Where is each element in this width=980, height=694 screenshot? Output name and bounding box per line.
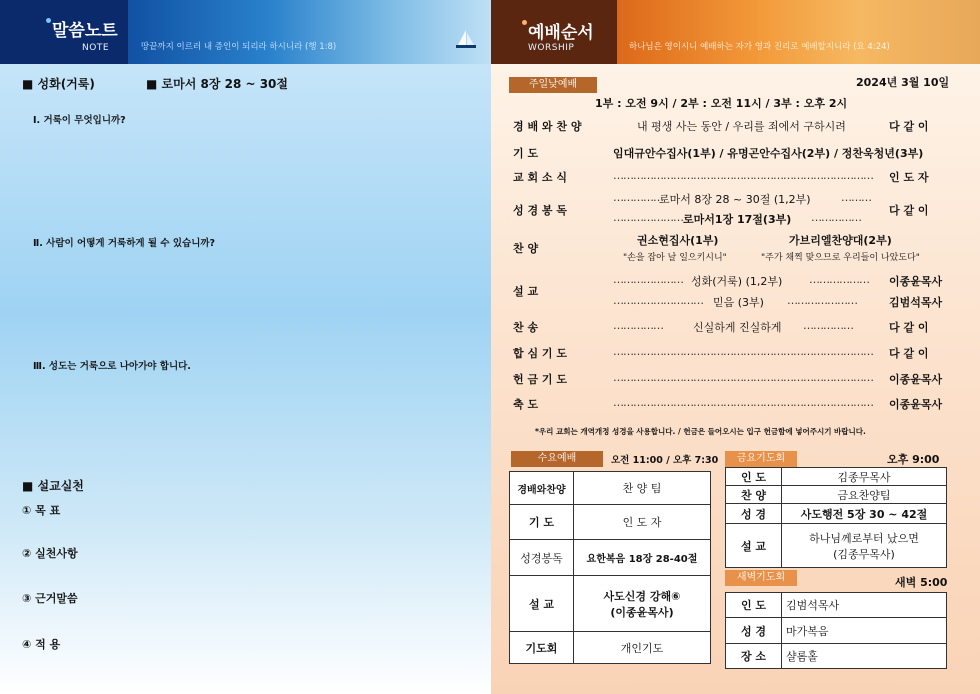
practice-verse: ③ 근거말씀 (22, 592, 78, 605)
table-row (726, 504, 947, 524)
sunday-badge: 주일낮예배 (509, 77, 597, 93)
dotted-leader: …………………………………………………………………… (613, 396, 873, 409)
order-label-reading: 성 경 봉 독 (513, 204, 567, 217)
wed-val-prayer-meeting: 개인기도 (574, 632, 711, 664)
dawn-time: 새벽 5:00 (895, 576, 948, 589)
wednesday-badge: 수요예배 (511, 451, 603, 467)
order-who-sermon-2: 김범석목사 (889, 296, 943, 309)
dawn-key-leader: 인 도 (726, 593, 782, 618)
dotted-leader: …………………………………………………………………… (613, 345, 873, 358)
fri-key-reading: 성 경 (726, 504, 782, 524)
dawn-badge: 새벽기도회 (725, 570, 797, 586)
question-3: Ⅲ. 성도는 거룩으로 나아가야 합니다. (33, 361, 191, 372)
notice-text: *우리 교회는 개역개정 성경을 사용합니다. / 헌금은 들어오시는 입구 헌금함에 넣어주시기 바랍니다. (535, 427, 866, 436)
fri-key-praise: 찬 양 (726, 486, 782, 504)
dotted-leader: ………………… (613, 211, 683, 224)
worship-logo-title: 예배순서 (528, 23, 594, 43)
friday-badge: 금요기도회 (725, 451, 797, 467)
table-row (726, 524, 947, 568)
note-logo (0, 0, 128, 64)
fri-sermon-preacher: (김종무목사) (833, 547, 895, 561)
order-who-benediction: 이종윤목사 (889, 398, 943, 411)
practice-goal: ① 목 표 (22, 504, 61, 517)
practice-title: ■ 설교실천 (22, 479, 84, 493)
fri-sermon-title: 하나님께로부터 났으면 (809, 531, 919, 545)
note-header (0, 0, 491, 64)
practice-action: ② 실천사항 (22, 547, 78, 560)
order-content-sermon-2: 믿음 (3부) (713, 296, 764, 309)
choir-song-1: "손을 잡아 날 일으키시니" (623, 253, 727, 263)
order-who-news: 인 도 자 (889, 171, 929, 184)
order-content-sermon: 성화(거룩) (1,2부) (691, 275, 783, 288)
sermon-passage: ■ 로마서 8장 28 ~ 30절 (146, 77, 288, 91)
wed-sermon-preacher: (이종윤목사) (610, 605, 674, 619)
dotted-leader: ………………… (613, 273, 683, 286)
order-who-sermon: 이종윤목사 (889, 275, 943, 288)
order-label-praise: 경 배 와 찬 양 (513, 120, 582, 133)
dotted-leader: …………… (613, 191, 663, 204)
note-header-verse: 땅끝까지 이르러 내 증인이 되리라 하시니라 (행 1:8) (141, 42, 337, 52)
wed-val-praise: 찬 양 팀 (574, 472, 711, 505)
worship-header (491, 0, 980, 64)
dotted-leader: ……………… (809, 273, 869, 286)
fri-val-praise: 금요찬양팀 (782, 486, 947, 504)
friday-table (725, 467, 947, 568)
note-logo-sub: NOTE (82, 43, 110, 53)
wed-key-prayer-meeting: 기도회 (510, 632, 574, 664)
wed-val-prayer: 인 도 자 (574, 505, 711, 540)
order-content-reading: 로마서 8장 28 ~ 30절 (1,2부) (659, 193, 811, 206)
order-who-offering: 이종윤목사 (889, 373, 943, 386)
practice-apply: ④ 적 용 (22, 638, 61, 651)
wed-val-sermon (574, 576, 711, 632)
order-who-unison: 다 같 이 (889, 347, 929, 360)
wed-key-praise: 경배와찬양 (510, 472, 574, 505)
fri-key-leader: 인 도 (726, 468, 782, 486)
order-label-news: 교 회 소 식 (513, 171, 567, 184)
order-label-benediction: 축 도 (513, 398, 539, 411)
question-2: Ⅱ. 사람이 어떻게 거룩하게 될 수 있습니까? (33, 238, 216, 249)
table-row (510, 632, 711, 664)
order-content-prayer: 임대규안수집사(1부) / 유명곤안수집사(2부) / 정찬욱청년(3부) (613, 147, 924, 160)
order-label-offering: 헌 금 기 도 (513, 373, 567, 386)
dotted-leader: …………………………………………………………………… (613, 169, 873, 182)
fri-val-sermon (782, 524, 947, 568)
dawn-table (725, 592, 947, 669)
dawn-val-leader: 김범석목사 (782, 593, 947, 618)
note-logo-title: 말씀노트 (52, 21, 118, 41)
order-who-reading: 다 같 이 (889, 204, 929, 217)
service-date: 2024년 3월 10일 (856, 76, 950, 89)
logo-dot-icon (522, 20, 527, 25)
order-label-prayer: 기 도 (513, 147, 539, 160)
dawn-val-reading: 마가복음 (782, 618, 947, 644)
wed-key-reading: 성경봉독 (510, 540, 574, 576)
order-who-hymn: 다 같 이 (889, 321, 929, 334)
choir-song-2: "주가 채찍 맞으므로 우리들이 나았도다" (761, 253, 920, 263)
wednesday-table (509, 471, 711, 664)
dotted-leader: …………… (811, 211, 861, 224)
fri-val-leader: 김종무목사 (782, 468, 947, 486)
sailboat-icon (455, 30, 477, 50)
table-row (510, 540, 711, 576)
worship-logo-sub: WORSHIP (528, 43, 575, 53)
wed-val-reading: 요한복음 18장 28-40절 (574, 540, 711, 576)
table-row (510, 505, 711, 540)
friday-time: 오후 9:00 (887, 453, 940, 466)
dawn-val-place: 샬롬홀 (782, 644, 947, 669)
order-content-choir-2: 가브리엘찬양대(2부) (789, 234, 892, 247)
order-content-praise: 내 평생 사는 동안 / 우리를 죄에서 구하시려 (637, 120, 846, 133)
worship-logo (491, 0, 617, 64)
worship-header-verse: 하나님은 영이시니 예배하는 자가 영과 진리로 예배할지니라 (요 4:24) (629, 42, 890, 52)
table-row (726, 593, 947, 618)
table-row (510, 472, 711, 505)
wednesday-time: 오전 11:00 / 오후 7:30 (611, 455, 719, 466)
sermon-title: ■ 성화(거룩) (22, 77, 95, 91)
worship-order-panel (491, 0, 980, 694)
service-times: 1부 : 오전 9시 / 2부 : 오전 11시 / 3부 : 오후 2시 (595, 97, 848, 110)
dotted-leader: …………… (803, 319, 853, 332)
dotted-leader: ………………… (787, 294, 857, 307)
order-content-reading-2: 로마서1장 17절(3부) (683, 213, 792, 226)
order-label-hymn: 찬 송 (513, 321, 539, 334)
table-row (510, 576, 711, 632)
order-content-choir-1: 권소현집사(1부) (637, 234, 719, 247)
table-row (726, 486, 947, 504)
dawn-key-place: 장 소 (726, 644, 782, 669)
dotted-leader: ……………………… (613, 294, 703, 307)
order-label-choir: 찬 양 (513, 242, 539, 255)
dawn-key-reading: 성 경 (726, 618, 782, 644)
table-row (726, 644, 947, 669)
fri-key-sermon: 설 교 (726, 524, 782, 568)
logo-dot-icon (46, 18, 51, 23)
wed-key-sermon: 설 교 (510, 576, 574, 632)
question-1: Ⅰ. 거룩이 무엇입니까? (33, 115, 126, 126)
order-who-praise: 다 같 이 (889, 120, 929, 133)
table-row (726, 468, 947, 486)
fri-val-reading: 사도행전 5장 30 ~ 42절 (782, 504, 947, 524)
order-label-sermon: 설 교 (513, 285, 539, 298)
table-row (726, 618, 947, 644)
dotted-leader: …………… (613, 319, 663, 332)
dotted-leader: …………………………………………………………………… (613, 371, 873, 384)
wed-key-prayer: 기 도 (510, 505, 574, 540)
wed-sermon-title: 사도신경 강해⑥ (603, 589, 681, 603)
dotted-leader: ……… (841, 191, 871, 204)
order-content-hymn: 신실하게 진실하게 (693, 321, 782, 334)
order-label-unison: 합 심 기 도 (513, 347, 567, 360)
